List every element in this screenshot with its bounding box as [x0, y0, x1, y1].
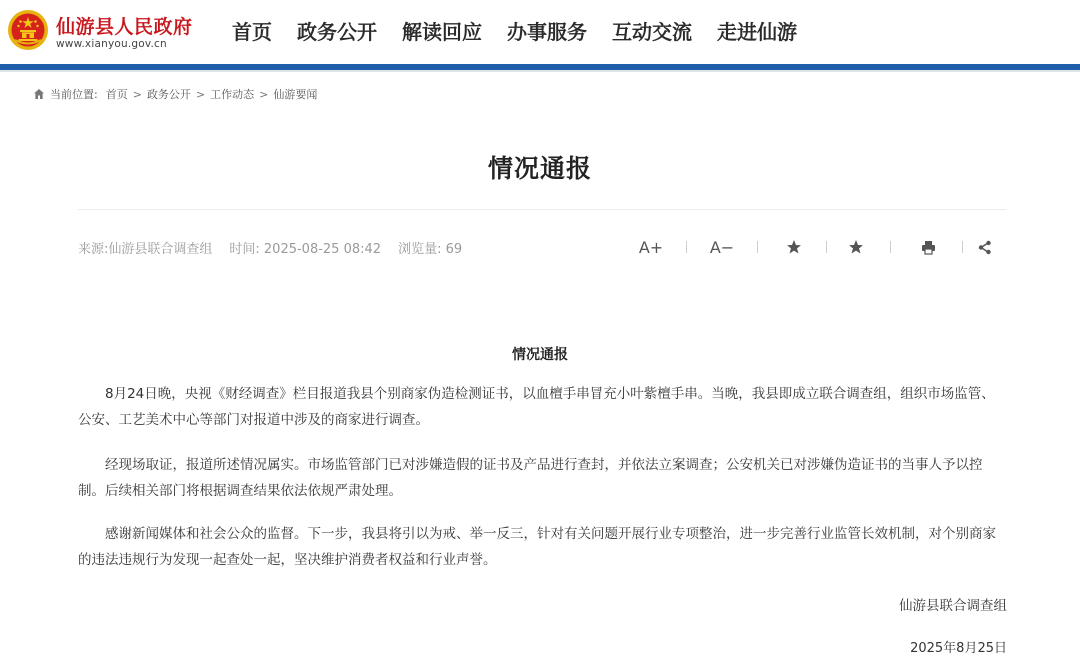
national-emblem-icon[interactable]	[7, 9, 49, 51]
site-url: www.xianyou.gov.cn	[56, 38, 167, 50]
breadcrumb-separator: >	[195, 87, 206, 101]
toolbar-separator	[757, 241, 758, 253]
main-nav	[232, 16, 822, 45]
breadcrumb-home[interactable]: 首页	[105, 88, 128, 101]
article-signature: 仙游县联合调查组	[899, 598, 1007, 614]
font-increase-button[interactable]	[637, 236, 665, 258]
article-views: 浏览量: 69	[398, 242, 463, 257]
breadcrumb-separator: >	[132, 87, 142, 101]
toolbar-separator	[962, 241, 963, 253]
site-header	[0, 0, 1080, 64]
page-title: 情况通报	[487, 154, 592, 183]
nav-item-interaction[interactable]: 互动交流	[612, 20, 692, 44]
toolbar-separator	[890, 241, 891, 253]
share-icon	[977, 240, 992, 255]
nav-item-home[interactable]: 首页	[232, 20, 272, 44]
article-time: 时间: 2025-08-25 08:42	[229, 242, 382, 257]
header-divider	[0, 70, 1080, 72]
nav-item-about-xianyou[interactable]: 走进仙游	[717, 20, 797, 44]
toolbar-separator	[826, 241, 827, 253]
article-title: 情况通报	[512, 347, 568, 363]
breadcrumb	[33, 86, 317, 102]
home-icon	[33, 88, 45, 100]
font-decrease-label: A−	[709, 237, 735, 257]
article-toolbar	[0, 236, 1080, 258]
nav-item-services[interactable]: 办事服务	[507, 20, 587, 44]
article-paragraph: 经现场取证，报道所述情况属实。市场监管部门已对涉嫌造假的证书及产品进行查封，并依法立案调查；公安机关已对涉嫌伪造证书的当事人予以控制。后续相关部门将根据调查结果依法依规严肃处理。	[78, 457, 983, 499]
toolbar-separator	[686, 241, 687, 253]
breadcrumb-separator: >	[259, 87, 269, 101]
favorite-button[interactable]	[785, 236, 803, 258]
breadcrumb-xianyou-news[interactable]: 仙游要闻	[273, 88, 318, 101]
title-divider	[78, 209, 1006, 210]
share-button[interactable]	[975, 236, 993, 258]
nav-item-government-affairs[interactable]: 政务公开	[297, 20, 377, 44]
article-source: 来源:仙游县联合调查组	[78, 242, 213, 257]
site-name[interactable]: 仙游县人民政府	[56, 16, 193, 38]
collect-button[interactable]	[847, 236, 865, 258]
article-paragraph: 8月24日晚，央视《财经调查》栏目报道我县个别商家伪造检测证书，以血檀手串冒充小叶紫檀手串。当晚，我县即成立联合调查组，组织市场监管、公安、工艺美术中心等部门对报道中涉及的商家进行调查。	[78, 386, 995, 428]
article-date: 2025年8月25日	[910, 641, 1007, 656]
article-paragraph: 感谢新闻媒体和社会公众的监督。下一步，我县将引以为戒、举一反三，针对有关问题开展行业专项整治，进一步完善行业监管长效机制，对个别商家的违法违规行为发现一起查处一起，坚决维护消费者权益和行业声誉。	[78, 526, 996, 568]
breadcrumb-government-affairs[interactable]: 政务公开	[146, 88, 191, 101]
star-icon	[786, 239, 802, 255]
print-button[interactable]	[919, 236, 937, 258]
nav-item-interpretation[interactable]: 解读回应	[402, 20, 482, 44]
font-increase-label: A+	[638, 237, 664, 257]
star-icon	[848, 239, 864, 255]
breadcrumb-work-news[interactable]: 工作动态	[210, 88, 255, 101]
printer-icon	[921, 240, 936, 255]
font-decrease-button[interactable]	[708, 236, 736, 258]
breadcrumb-label: 当前位置:	[50, 88, 98, 101]
